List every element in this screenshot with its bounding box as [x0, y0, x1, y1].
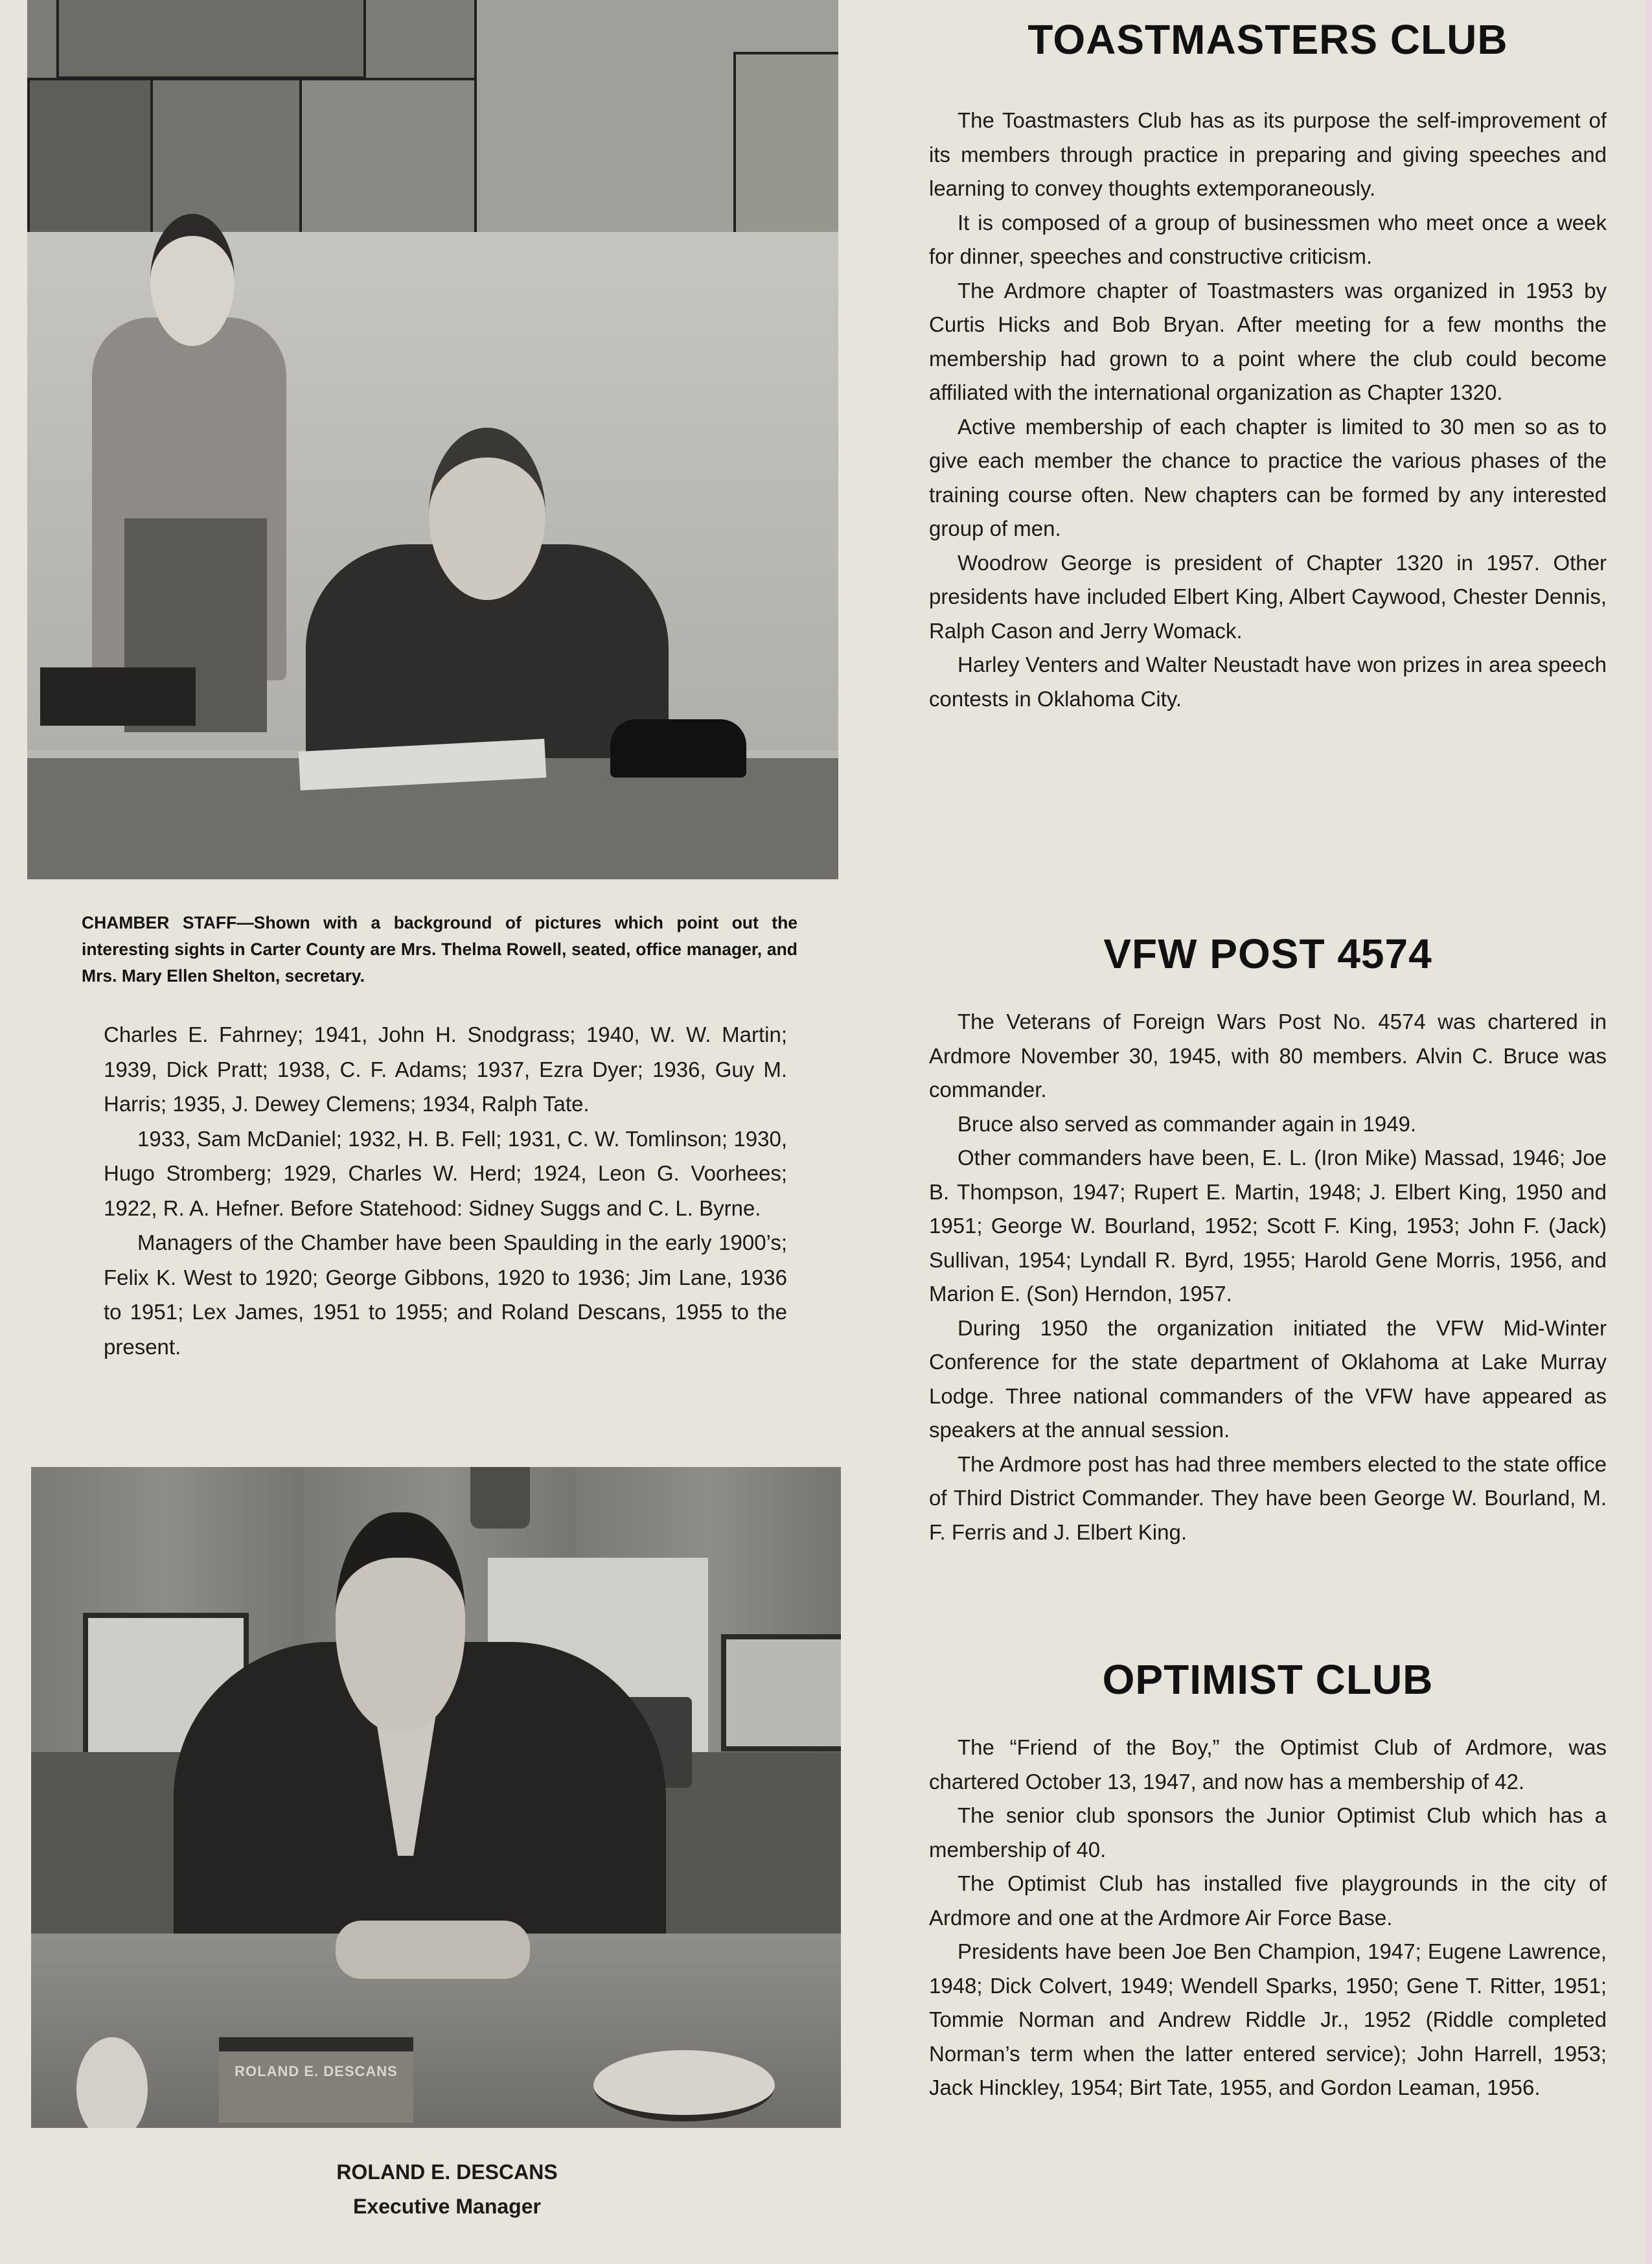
paragraph: Presidents have been Joe Ben Champion, 1947; Eugene Lawrence, 1948; Dick Colvert, 1949; Wendell Sparks, 1950; Gene T. Ritter, 1951; Tommie Norman and Andrew Riddle Jr., 1952 (Riddle completed Norman’s term when the latter entered service); John Harrell, 1953; Jack Hinckley, 1954; Birt Tate, 1955, and Gordon Leaman, 1956.: [929, 1939, 1607, 2099]
chamber-history-column: [104, 1017, 787, 1364]
caption-name: ROLAND E. DESCANS: [336, 2160, 558, 2184]
paragraph: 1933, Sam McDaniel; 1932, H. B. Fell; 1931, C. W. Tomlinson; 1930, Hugo Stromberg; 1929, Charles W. Herd; 1924, Leon G. Voorhees; 1922, R. A. Hefner. Before Statehood: Sidney Suggs and C. L. Byrne.: [104, 1126, 787, 1220]
desk-tray: [40, 667, 196, 726]
paragraph: Active membership of each chapter is limited to 30 men so as to give each member the chance to practice the various phases of the training course often. New chapters can be formed by any interested group of men.: [929, 414, 1607, 540]
paragraph: Woodrow George is president of Chapter 1320 in 1957. Other presidents have included Elbert King, Albert Caywood, Chester Dennis, Ralph Cason and Jerry Womack.: [929, 550, 1607, 643]
paragraph: The senior club sponsors the Junior Optimist Club which has a membership of 40.: [929, 1803, 1607, 1862]
paragraph: The Toastmasters Club has as its purpose the self-improvement of its members through practice in preparing and giving speeches and learning to convey thoughts extemporaneously.: [929, 108, 1607, 200]
seated-woman-head: [429, 428, 545, 600]
paragraph: Bruce also served as commander again in 1949.: [958, 1111, 1417, 1136]
photo-mural-background: [27, 0, 838, 232]
paragraph: The Optimist Club has installed five playgrounds in the city of Ardmore and one at the Ardmore Air Force Base.: [929, 1871, 1607, 1930]
wall-frame: [721, 1634, 841, 1751]
section-toastmasters: [929, 16, 1607, 716]
paragraph: The Veterans of Foreign Wars Post No. 4574 was chartered in Ardmore November 30, 1945, with 80 members. Alvin C. Bruce was commander.: [929, 1010, 1607, 1102]
page-edge: [1646, 0, 1652, 2264]
man-head: [336, 1512, 465, 1733]
nameplate: [219, 2037, 413, 2123]
executive-manager-caption: [194, 2155, 700, 2224]
section-heading: OPTIMIST CLUB: [1102, 1656, 1434, 1703]
caption-title: Executive Manager: [353, 2195, 541, 2218]
telephone-icon: [610, 719, 746, 778]
section-optimist-club: [929, 1656, 1607, 2105]
hanging-lamp: [470, 1467, 530, 1529]
paragraph: Other commanders have been, E. L. (Iron Mike) Massad, 1946; Joe B. Thompson, 1947; Rupert E. Martin, 1948; J. Elbert King, 1950 and 1951; George W. Bourland, 1952; Scott F. King, 1953; John F. (Jack) Sullivan, 1954; Lyndall R. Byrd, 1955; Harold Gene Morris, 1956, and Marion E. (Son) Herndon, 1957.: [929, 1146, 1607, 1306]
ashtray: [593, 2050, 775, 2121]
paragraph: Harley Venters and Walter Neustadt have won prizes in area speech contests in Oklahoma City.: [929, 653, 1607, 711]
section-heading: VFW POST 4574: [1103, 930, 1432, 977]
paragraph: Managers of the Chamber have been Spaulding in the early 1900’s; Felix K. West to 1920; George Gibbons, 1920 to 1936; Jim Lane, 1936 to 1951; Lex James, 1951 to 1955; and Roland Descans, 1955 to the present.: [104, 1230, 787, 1359]
paragraph: The Ardmore post has had three members elected to the state office of Third District Commander. They have been George W. Bourland, M. F. Ferris and J. Elbert King.: [929, 1451, 1607, 1544]
chamber-staff-photo: [27, 0, 838, 879]
paragraph: Charles E. Fahrney; 1941, John H. Snodgrass; 1940, W. W. Martin; 1939, Dick Pratt; 1938, C. F. Adams; 1937, Ezra Dyer; 1936, Guy M. Harris; 1935, J. Dewey Clemens; 1934, Ralph Tate.: [104, 1022, 787, 1116]
paragraph: During 1950 the organization initiated the VFW Mid-Winter Conference for the state department of Oklahoma at Lake Murray Lodge. Three national commanders of the VFW have appeared as speakers at the annual session.: [929, 1315, 1607, 1442]
section-vfw-post: [929, 930, 1607, 1549]
executive-manager-photo: [31, 1467, 841, 2128]
nameplate-text: ROLAND E. DESCANS: [235, 2063, 398, 2079]
section-heading: TOASTMASTERS CLUB: [1027, 16, 1508, 63]
paragraph: The “Friend of the Boy,” the Optimist Club of Ardmore, was chartered October 13, 1947, and now has a membership of 42.: [929, 1735, 1607, 1794]
chamber-staff-caption: CHAMBER STAFF—Shown with a background of pictures which point out the interesting sights in Carter County are Mrs. Thelma Rowell, seated, office manager, and Mrs. Mary Ellen Shelton, secretary.: [82, 913, 797, 986]
standing-woman-head: [150, 214, 235, 346]
paragraph: It is composed of a group of businessmen who meet once a week for dinner, speeches and constructive criticism.: [929, 210, 1607, 268]
paragraph: The Ardmore chapter of Toastmasters was organized in 1953 by Curtis Hicks and Bob Bryan. After meeting for a few months the membership had grown to a point where the club could become affiliated with the international organization as Chapter 1320.: [929, 278, 1607, 404]
man-hands: [336, 1921, 530, 1979]
